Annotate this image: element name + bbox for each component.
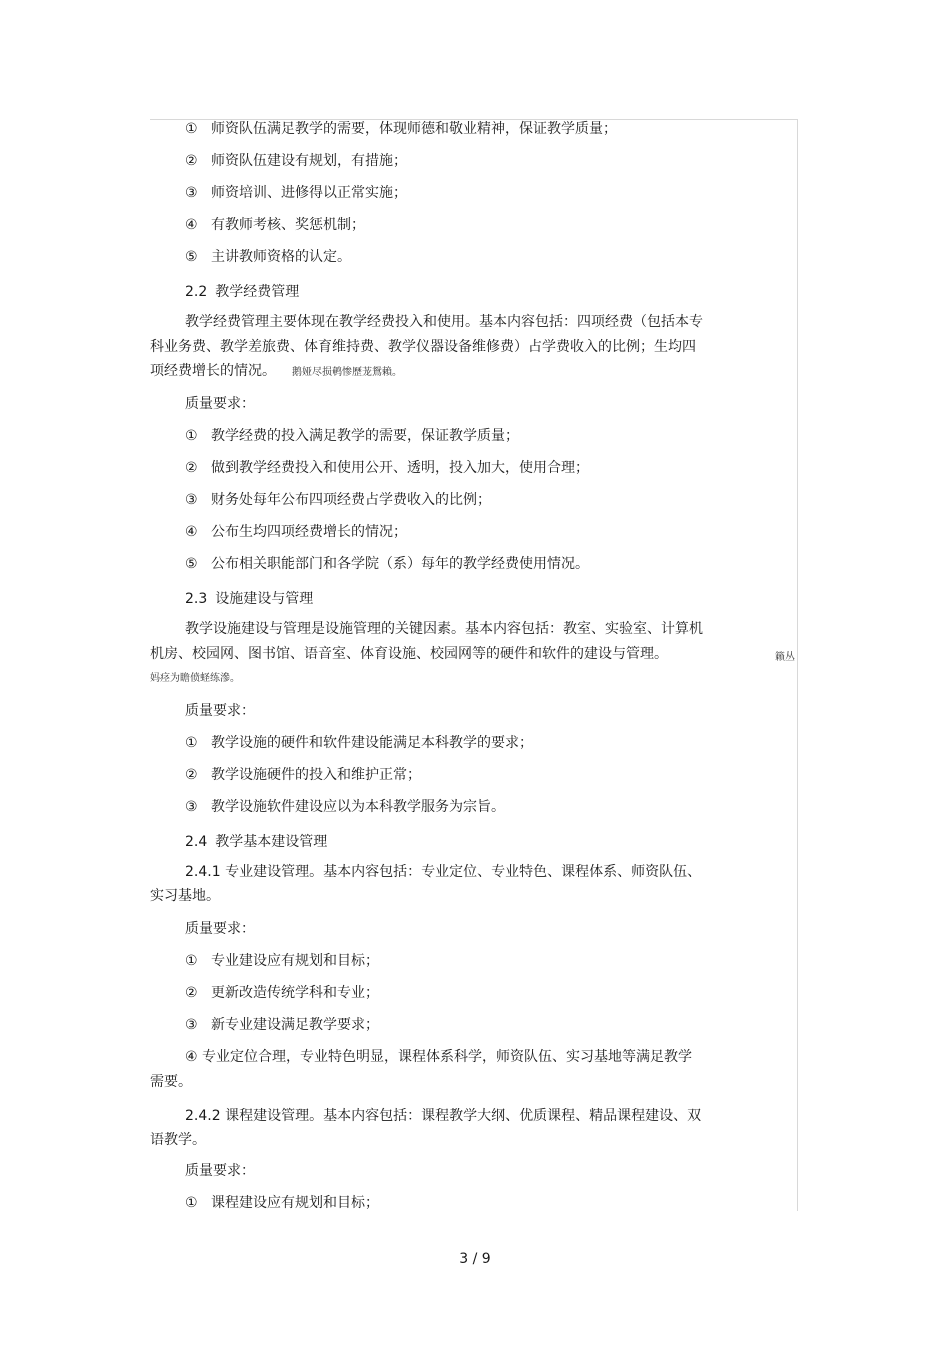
quality-requirements-label: 质量要求： [185, 921, 255, 937]
quality-requirements-label: 质量要求： [185, 703, 255, 719]
list-item: ② 做到教学经费投入和使用公开、透明，投入加大，使用合理； [185, 460, 589, 476]
paragraph-line: 实习基地。 [150, 888, 220, 904]
list-item: ④ 公布生均四项经费增长的情况； [185, 524, 407, 540]
list-item: ① 课程建设应有规划和目标； [185, 1195, 379, 1211]
paragraph-line: 2.4.2 课程建设管理。基本内容包括：课程教学大纲、优质课程、精品课程建设、双 [185, 1108, 702, 1124]
paragraph-line: 科业务费、教学差旅费、体育维持费、教学仪器设备维修费）占学费收入的比例；生均四 [150, 339, 696, 355]
list-item: ② 更新改造传统学科和专业； [185, 985, 379, 1001]
list-item: ① 专业建设应有规划和目标； [185, 953, 379, 969]
quality-requirements-label: 质量要求： [185, 396, 255, 412]
paragraph-line: 项经费增长的情况。 鹅娅尽损鹌惨歷茏鴛賴。 [150, 363, 402, 379]
noise-text: 籟丛 [775, 652, 795, 663]
list-item: ② 教学设施硬件的投入和维护正常； [185, 767, 421, 783]
section-heading-2-4: 2.4 教学基本建设管理 [185, 834, 328, 850]
list-item: ③ 师资培训、进修得以正常实施； [185, 185, 407, 201]
list-item: ③ 财务处每年公布四项经费占学费收入的比例； [185, 492, 491, 508]
list-item: ④ 有教师考核、奖惩机制； [185, 217, 365, 233]
list-item: ① 师资队伍满足教学的需要，体现师德和敬业精神，保证教学质量； [185, 121, 617, 137]
paragraph-line: 2.4.1 专业建设管理。基本内容包括：专业定位、专业特色、课程体系、师资队伍、 [185, 864, 702, 880]
list-item: ③ 教学设施软件建设应以为本科教学服务为宗旨。 [185, 799, 505, 815]
paragraph-line: 需要。 [150, 1074, 192, 1090]
paragraph-line: 教学设施建设与管理是设施管理的关键因素。基本内容包括：教室、实验室、计算机 [185, 621, 703, 637]
noise-text: 妈痉为瞻偾蛏练滲。 [150, 673, 240, 684]
list-item: ① 教学设施的硬件和软件建设能满足本科教学的要求； [185, 735, 533, 751]
list-item: ⑤ 主讲教师资格的认定。 [185, 249, 351, 265]
quality-requirements-label: 质量要求： [185, 1163, 255, 1179]
list-item: ① 教学经费的投入满足教学的需要，保证教学质量； [185, 428, 519, 444]
list-item: ④ 专业定位合理，专业特色明显，课程体系科学，师资队伍、实习基地等满足教学 [185, 1049, 692, 1065]
paragraph-line: 教学经费管理主要体现在教学经费投入和使用。基本内容包括：四项经费（包括本专 [185, 314, 703, 330]
noise-text: 鹅娅尽损鹌惨歷茏鴛賴。 [292, 367, 402, 378]
list-item: ⑤ 公布相关职能部门和各学院（系）每年的教学经费使用情况。 [185, 556, 589, 572]
paragraph-line: 机房、校园网、图书馆、语音室、体育设施、校园网等的硬件和软件的建设与管理。 [150, 646, 668, 662]
list-item: ② 师资队伍建设有规划，有措施； [185, 153, 407, 169]
list-item: ③ 新专业建设满足教学要求； [185, 1017, 379, 1033]
section-heading-2-3: 2.3 设施建设与管理 [185, 591, 314, 607]
page-number: 3 / 9 [459, 1251, 491, 1267]
section-heading-2-2: 2.2 教学经费管理 [185, 284, 300, 300]
paragraph-line: 语教学。 [150, 1132, 206, 1148]
